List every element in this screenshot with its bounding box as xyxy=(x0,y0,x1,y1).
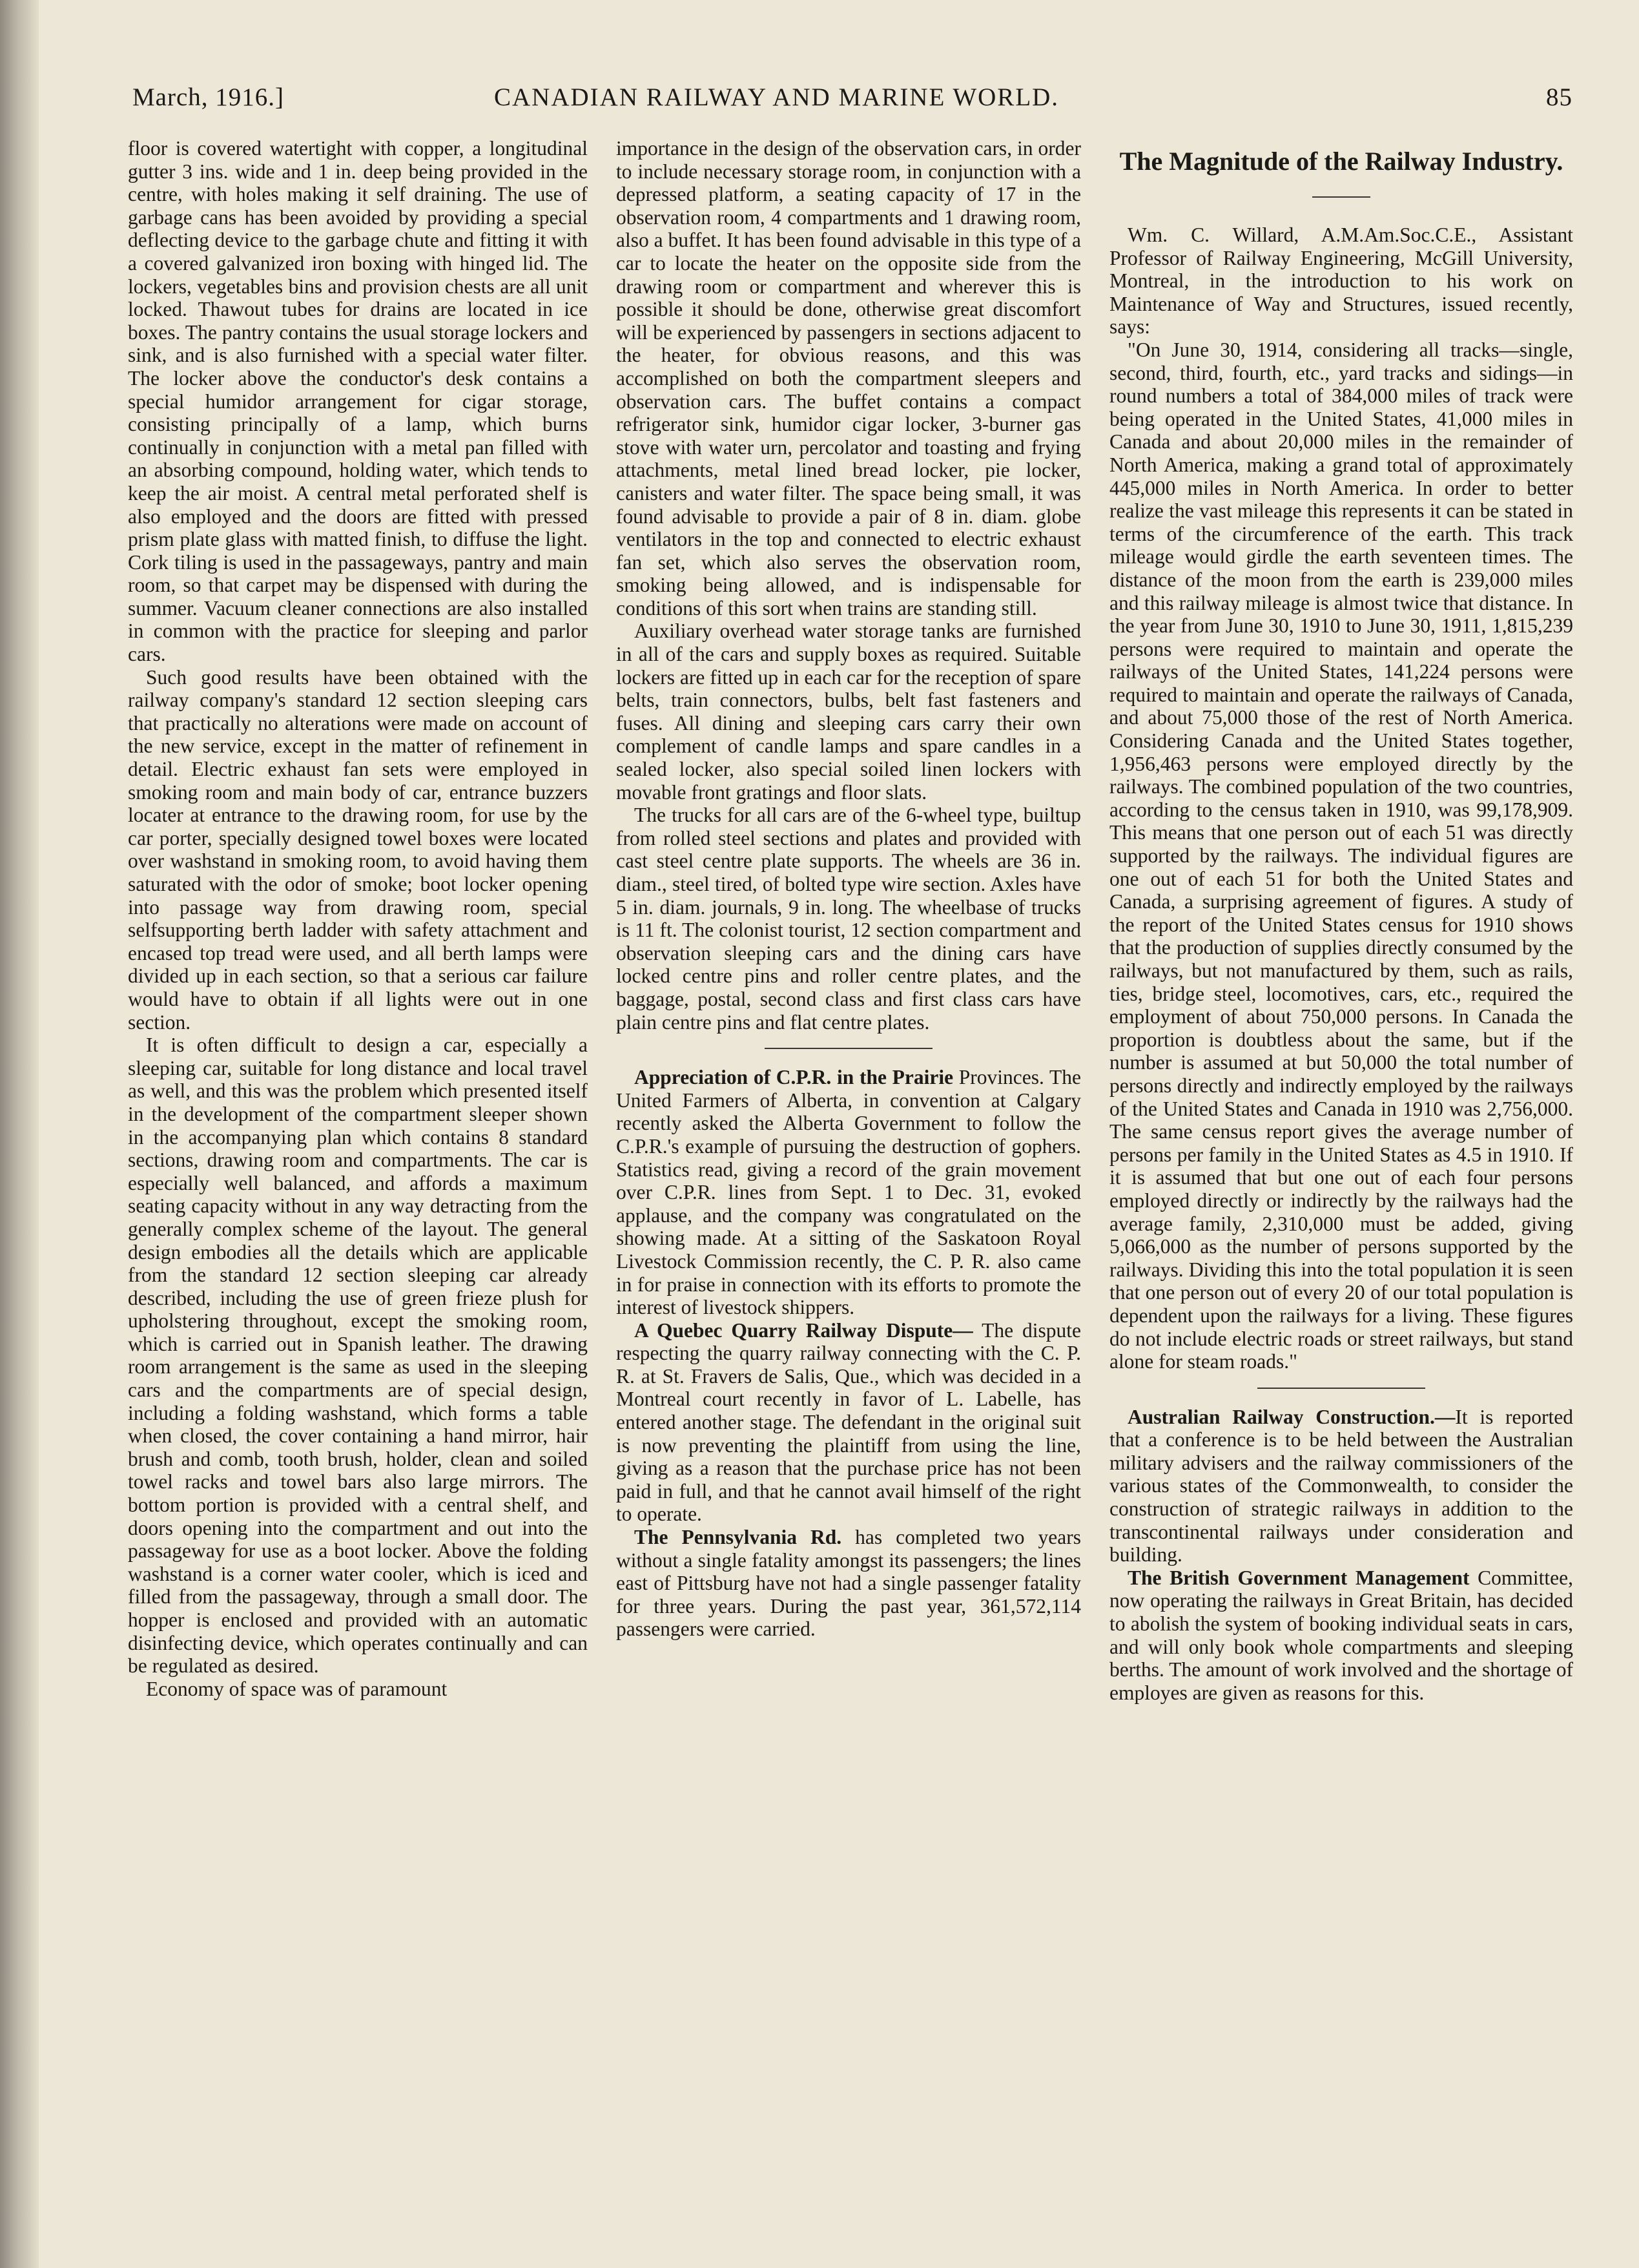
paragraph: The trucks for all cars are of the 6-wheel type, builtup from rolled steel sections and plates and provided with cast steel centre plate supports. The wheels are 36 in. diam., steel tired, of bolted type wire section. Axles have 5 in. diam. journals, 9 in. long. The wheelbase of trucks is 11 ft. The colonist tourist, 12 section compartment and observation sleeping cars and the dining cars have locked centre pins and roller centre plates, and the baggage, postal, second class and first class cars have plain centre pins and flat centre plates. xyxy=(616,804,1081,1034)
news-item-pennsylvania xyxy=(616,1526,1081,1641)
paragraph: importance in the design of the observation cars, in order to include necessary storage room, in conjunction with a depressed platform, a seating capacity of 17 in the observation room, 4 compartments and 1 drawing room, also a buffet. It has been found advisable in this type of a car to locate the heater on the opposite side from the drawing room or compartment and wherever this is possible it should be done, otherwise great discomfort will be experienced by passengers in sections adjacent to the heater, for obvious reasons, and this was accomplished on both the compartment sleepers and observation cars. The buffet contains a compact refrigerator sink, humidor cigar locker, 3-burner gas stove with water urn, percolator and toasting and frying attachments, metal lined bread locker, pie locker, canisters and water filter. The space being small, it was found advisable to provide a pair of 8 in. diam. globe ventilators in the top and connected to electric exhaust fan set, which also serves the observation room, smoking being allowed, and is indispensable for conditions of this sort when trains are standing still. xyxy=(616,137,1081,619)
item-body: Provinces. The United Farmers of Alberta, in convention at Calgary recently asked the Alberta Government to follow the C.P.R.'s example of pursuing the destruction of gophers. Statistics read, giving a record of the grain movement over C.P.R. lines from Sept. 1 to Dec. 31, evoked applause, and the company was congratulated on the showing made. At a sitting of the Saskatoon Royal Livestock Commission recently, the C. P. R. also came in for praise in connection with its efforts to promote the interest of livestock shippers. xyxy=(616,1066,1081,1319)
issue-date: March, 1916.] xyxy=(132,83,285,111)
item-heading: The Pennsylvania Rd. xyxy=(634,1526,842,1549)
news-item-cpr xyxy=(616,1066,1081,1319)
item-heading: Australian Railway Construction.— xyxy=(1128,1405,1456,1428)
paragraph: It is often difficult to design a car, especially a sleeping car, suitable for long distance and local travel as well, and this was the problem which presented itself in the development of the compartment sleeper shown in the accompanying plan which contains 8 standard sections, drawing room and compartments. The car is especially well balanced, and affords a maximum seating capacity without in any way detracting from the generally complex scheme of the layout. The general design embodies all the details which are applicable from the standard 12 section sleeping car already described, including the use of green frieze plush for upholstering throughout, except the smoking room, which is carried out in Spanish leather. The drawing room arrangement is the same as used in the sleeping cars and the compartments are of special design, including a folding washstand, which forms a table when closed, the cover containing a hand mirror, hair brush and comb, tooth brush, holder, clean and soiled towel racks and towel bars also large mirrors. The bottom portion is provided with a central shelf, and doors opening into the compartment and out into the passageway for use as a boot locker. Above the folding washstand is a corner water cooler, which is iced and filled from the passageway, through a small door. The hopper is enclosed and provided with an automatic disinfecting device, which operates continually and can be regulated as desired. xyxy=(128,1034,588,1678)
page-number: 85 xyxy=(1546,83,1572,111)
paragraph: Economy of space was of paramount xyxy=(146,1677,448,1700)
running-header xyxy=(132,83,1572,121)
paragraph: Such good results have been obtained with the railway company's standard 12 section sleeping cars that practically no alterations were made on account of the new service, except in the matter of refinement in detail. Electric exhaust fan sets were employed in smoking room and main body of car, entrance buzzers locater at entrance to the drawing room, for use by the car porter, specially designed towel boxes were located over washstand in smoking room, to avoid having them saturated with the odor of smoke; boot locker opening into passage way from drawing room, special selfsupporting berth ladder with safety attachment and encased top tread were used, and all berth lamps were divided up in each section, so that a serious car failure would have to obtain if all lights were out in one section. xyxy=(128,665,588,1034)
column-left xyxy=(128,137,588,1700)
item-heading: Appreciation of C.P.R. in the Prairie xyxy=(634,1066,954,1089)
binding-shadow xyxy=(0,0,39,2268)
news-item-british xyxy=(1109,1566,1573,1705)
section-divider xyxy=(1257,1388,1425,1389)
item-body: The dispute respecting the quarry railway connecting with the C. P. R. at St. Fravers de Salis, Que., which was decided in a Montreal court recently in favor of L. Labelle, has entered another stage. The defendant in the original suit is now preventing the plaintiff from using the line, giving as a reason that the purchase price has not been paid in full, and that he cannot avail himself of the right to operate. xyxy=(616,1318,1082,1526)
section-divider xyxy=(765,1048,933,1049)
paragraph: Wm. C. Willard, A.M.Am.Soc.C.E., Assistant Professor of Railway Engineering, McGill University, Montreal, in the introduction to his work on Maintenance of Way and Structures, issued recently, says: xyxy=(1109,224,1573,338)
article-title: The Magnitude of the Railway Industry. xyxy=(1119,147,1563,176)
item-heading: The British Government Management xyxy=(1128,1566,1470,1589)
title-divider xyxy=(1312,196,1370,198)
news-item-quarry xyxy=(616,1319,1081,1526)
paragraph: "On June 30, 1914, considering all tracks—single, second, third, fourth, etc., yard tracks and sidings—in round numbers a total of 384,000 miles of track were being operated in the United States, 41,000 miles in Canada and about 20,000 miles in the remainder of North America, making a grand total of approximately 445,000 miles in North America. In order to better realize the vast mileage this represents it can be stated in terms of the circumference of the earth. This track mileage would girdle the earth seventeen times. The distance of the moon from the earth is 239,000 miles and this railway mileage is almost twice that distance. In the year from June 30, 1910 to June 30, 1911, 1,815,239 persons were required to maintain and operate the railways of the United States, 141,224 persons were required to maintain and operate the railways of Canada, and about 75,000 those of the rest of North America. Considering Canada and the United States together, 1,956,463 persons were employed directly by the railways. The combined population of the two countries, according to the census taken in 1910, was 99,178,909. This means that one person out of each 51 was directly supported by the railways. The individual figures are one out of each 51 for both the United States and Canada, a surprising agreement of figures. A study of the report of the United States census for 1910 shows that the production of supplies directly consumed by the railways, but not manufactured by them, such as rails, ties, bridge steel, locomotives, cars, etc., required the employment of about 750,000 persons. In Canada the proportion is doubtless about the same, but if the number is assumed at but 50,000 the total number of persons directly and indirectly employed by the railways of the United States and Canada in 1910 was 2,756,000. The same census report gives the average number of persons per family in the United States as 4.5 in 1910. If it is assumed that but one out of each four persons employed directly or indirectly by the railways had the average family, 2,310,000 must be added, giving 5,066,000 as the number of persons supported by the railways. Dividing this into the total population it is seen that one person out of every 20 of our total population is dependent upon the railways for a living. These figures do not include electric roads or street railways, but stand alone for steam roads." xyxy=(1109,338,1573,1373)
news-item-australian xyxy=(1109,1406,1573,1566)
item-body: has completed two years without a single fatality amongst its passengers; the lines east of Pittsburg have not had a single passenger fatality for three years. During the past year, 361,572,114 passengers were carried. xyxy=(616,1526,1082,1641)
item-body: Committee, now operating the railways in Great Britain, has decided to abolish the system of booking individual seats in cars, and will only book whole compartments and sleeping berths. The amount of work involved and the shortage of employes are given as reasons for this. xyxy=(1109,1566,1573,1704)
paragraph: floor is covered watertight with copper, a longitudinal gutter 3 ins. wide and 1 in. deep being provided in the centre, with holes making it self draining. The use of garbage cans has been avoided by providing a special deflecting device to the garbage chute and fitting it with a covered galvanized iron boxing with hinged lid. The lockers, vegetables bins and provision chests are all unit locked. Thawout tubes for drains are located in ice boxes. The pantry contains the usual storage lockers and sink, and is also furnished with a special water filter. The locker above the conductor's desk contains a special humidor arrangement for cigar storage, consisting principally of a lamp, which burns continually in conjunction with a metal pan filled with an absorbing compound, holding water, which tends to keep the air moist. A central metal perforated shelf is also employed and the doors are fitted with pressed prism plate glass with matted finish, to diffuse the light. Cork tiling is used in the passageways, pantry and main room, so that carpet may be dispensed with during the summer. Vacuum cleaner connections are also installed in common with the practice for sleeping and parlor cars. xyxy=(128,137,588,666)
column-middle xyxy=(616,137,1081,1641)
column-right xyxy=(1109,137,1573,1704)
journal-title: CANADIAN RAILWAY AND MARINE WORLD. xyxy=(494,83,1060,111)
item-body: It is reported that a conference is to be held between the Australian military advisers and the railway commissioners of the various states of the Commonwealth, to consider the construction of strategic railways in addition to the transcontinental railways under consideration and building. xyxy=(1109,1405,1573,1566)
item-heading: A Quebec Quarry Railway Dispute— xyxy=(634,1318,973,1342)
paragraph: Auxiliary overhead water storage tanks are furnished in all of the cars and supply boxes as required. Suitable lockers are fitted up in each car for the reception of spare belts, train connectors, bulbs, belt fast fasteners and fuses. All dining and sleeping cars carry their own complement of candle lamps and spare candles in a sealed locker, also special soiled linen lockers with movable front gratings and floor slats. xyxy=(616,619,1081,804)
